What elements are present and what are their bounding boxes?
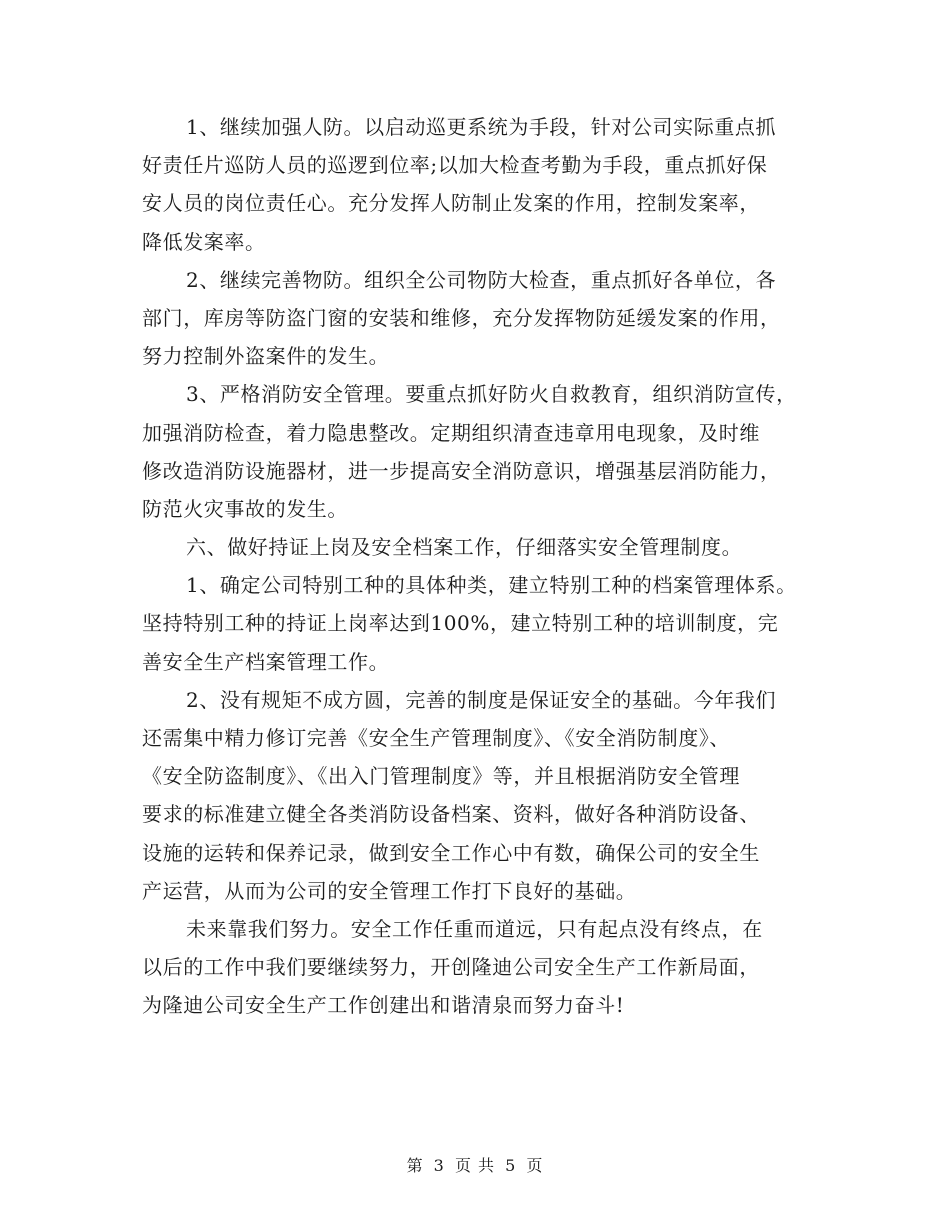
text-line: 加强消防检查，着力隐患整改。定期组织清查违章用电现象，及时维 (142, 420, 760, 445)
text-line: 部门，库房等防盗门窗的安装和维修，充分发挥物防延缓发案的作用， (142, 305, 781, 330)
text-line: 坚持特别工种的持证上岗率达到100%，建立特别工种的培训制度，完 (142, 611, 779, 636)
total-pages-number: 5 (505, 1156, 517, 1175)
text-line: 1、继续加强人防。以启动巡更系统为手段，针对公司实际重点抓 (186, 115, 777, 139)
text-line: 3、严格消防安全管理。要重点抓好防火自救教育，组织消防宣传， (186, 382, 797, 407)
text-line: 修改造消防设施器材，进一步提高安全消防意识，增强基层消防能力， (142, 458, 781, 483)
text-line: 努力控制外盗案件的发生。 (142, 344, 390, 369)
text-line: 以后的工作中我们要继续努力，开创隆迪公司安全生产工作新局面， (142, 955, 760, 980)
text-line: 2、继续完善物防。组织全公司物防大检查，重点抓好各单位，各 (186, 267, 777, 292)
text-line: 安人员的岗位责任心。充分发挥人防制止发案的作用，控制发案率， (142, 191, 760, 216)
text-line: 产运营，从而为公司的安全管理工作打下良好的基础。 (142, 878, 637, 903)
page-label-mid: 页 共 (454, 1156, 496, 1175)
text-line: 防范火灾事故的发生。 (142, 496, 348, 521)
page-label-suffix: 页 (526, 1156, 544, 1175)
text-line: 为隆迪公司安全生产工作创建出和谐清泉而努力奋斗! (142, 993, 625, 1018)
current-page-number: 3 (433, 1156, 445, 1175)
page-footer (0, 1153, 950, 1176)
text-line: 善安全生产档案管理工作。 (142, 649, 390, 674)
text-line: 《安全防盗制度》、《出入门管理制度》等，并且根据消防安全管理 (142, 764, 740, 789)
document-body (142, 108, 822, 1025)
page-label-prefix: 第 (406, 1156, 424, 1175)
text-line: 未来靠我们努力。安全工作任重而道远，只有起点没有终点，在 (186, 916, 763, 941)
text-line: 好责任片巡防人员的巡逻到位率;以加大检查考勤为手段，重点抓好保 (142, 153, 768, 178)
text-line: 设施的运转和保养记录，做到安全工作心中有数，确保公司的安全生 (142, 840, 760, 865)
text-line: 六、做好持证上岗及安全档案工作，仔细落实安全管理制度。 (186, 535, 743, 560)
text-line: 2、没有规矩不成方圆，完善的制度是保证安全的基础。今年我们 (186, 687, 777, 712)
text-line: 降低发案率。 (142, 229, 266, 254)
text-line: 要求的标准建立健全各类消防设备档案、资料，做好各种消防设备、 (142, 802, 760, 827)
text-line: 还需集中精力修订完善《安全生产管理制度》、《安全消防制度》、 (142, 726, 730, 750)
text-line: 1、确定公司特别工种的具体种类，建立特别工种的档案管理体系。 (186, 573, 797, 598)
